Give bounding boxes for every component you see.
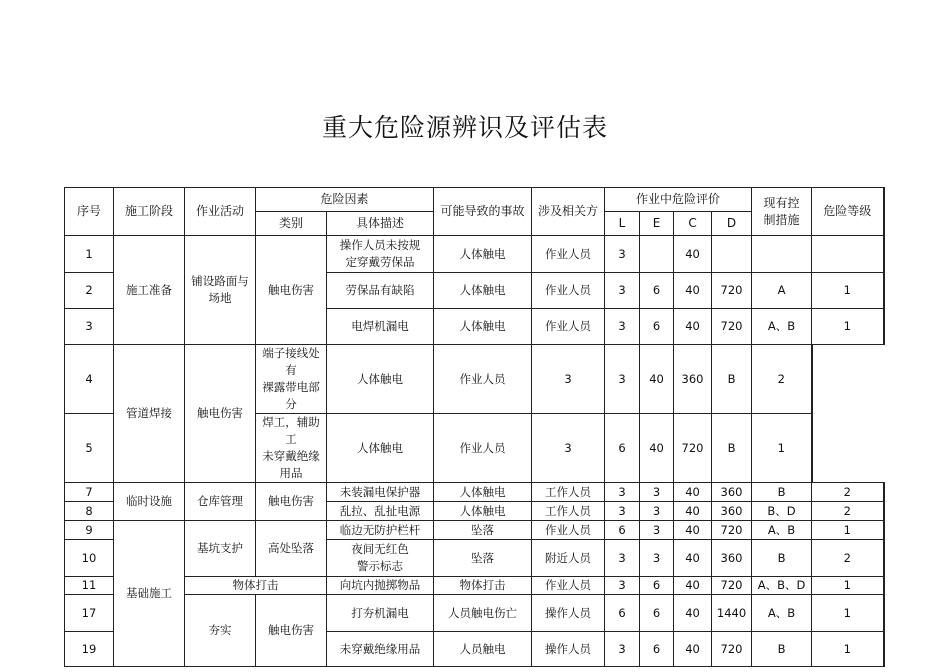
col-header-E: E xyxy=(640,212,674,236)
col-header-activity: 作业活动 xyxy=(185,188,256,236)
col-header-level: 危险等级 xyxy=(812,188,884,236)
cell-measure: B xyxy=(752,632,812,667)
cell-description: 未穿戴绝缘用品 xyxy=(327,632,434,667)
cell-D: 720 xyxy=(712,521,752,540)
col-header-hazard-factors: 危险因素 xyxy=(256,188,434,212)
col-header-seq: 序号 xyxy=(65,188,114,236)
cell-involved: 作业人员 xyxy=(532,236,605,273)
cell-accident: 人员触电 xyxy=(434,632,532,667)
col-header-D: D xyxy=(712,212,752,236)
cell-description: 电焊机漏电 xyxy=(327,309,434,345)
table-row xyxy=(65,345,884,414)
cell-C: 40 xyxy=(674,236,712,273)
cell-C: 40 xyxy=(674,502,712,521)
cell-involved: 操作人员 xyxy=(532,595,605,632)
cell-seq: 8 xyxy=(65,502,114,521)
cell-level: 2 xyxy=(812,540,884,577)
cell-description: 未装漏电保护器 xyxy=(327,483,434,502)
col-header-evaluation: 作业中危险评价 xyxy=(605,188,752,212)
cell-involved: 作业人员 xyxy=(434,345,532,414)
col-header-measures: 现有控 制措施 xyxy=(752,188,812,236)
cell-E xyxy=(640,236,674,273)
cell-involved: 工作人员 xyxy=(532,502,605,521)
cell-category: 触电伤害 xyxy=(185,345,256,483)
col-header-description: 具体描述 xyxy=(327,212,434,236)
cell-C: 40 xyxy=(674,273,712,309)
cell-C: 40 xyxy=(674,483,712,502)
cell-measure: A xyxy=(752,273,812,309)
cell-description: 夜间无红色 警示标志 xyxy=(327,540,434,577)
cell-involved: 作业人员 xyxy=(532,577,605,595)
cell-activity: 铺设路面与 场地 xyxy=(185,236,256,345)
cell-L: 3 xyxy=(532,345,605,414)
cell-seq: 11 xyxy=(65,577,114,595)
cell-stage: 施工准备 xyxy=(114,236,185,345)
cell-accident: 人体触电 xyxy=(327,414,434,483)
page-title: 重大危险源辨识及评估表 xyxy=(321,113,608,142)
cell-level: 2 xyxy=(812,483,884,502)
cell-E: 3 xyxy=(640,521,674,540)
cell-involved: 操作人员 xyxy=(532,632,605,667)
cell-C: 40 xyxy=(674,632,712,667)
cell-seq: 4 xyxy=(65,345,114,414)
cell-seq: 5 xyxy=(65,414,114,483)
cell-accident: 坠落 xyxy=(434,521,532,540)
cell-category: 高处坠落 xyxy=(256,521,327,577)
cell-description: 操作人员未按规 定穿戴劳保品 xyxy=(327,236,434,273)
cell-E: 6 xyxy=(640,273,674,309)
cell-accident: 人体触电 xyxy=(434,483,532,502)
cell-C: 40 xyxy=(640,345,674,414)
cell-level: 1 xyxy=(812,577,884,595)
cell-accident: 人体触电 xyxy=(327,345,434,414)
cell-description: 焊工，辅助工 未穿戴绝缘用品 xyxy=(256,414,327,483)
cell-measure: B xyxy=(712,414,752,483)
cell-E: 6 xyxy=(605,414,640,483)
cell-description: 打夯机漏电 xyxy=(327,595,434,632)
cell-D: 720 xyxy=(712,577,752,595)
table-row xyxy=(65,236,884,273)
table-row xyxy=(65,595,884,632)
cell-description: 端子接线处有 裸露带电部分 xyxy=(256,345,327,414)
cell-L: 3 xyxy=(605,632,640,667)
cell-category: 触电伤害 xyxy=(256,595,327,667)
cell-category: 触电伤害 xyxy=(256,483,327,521)
cell-involved: 作业人员 xyxy=(532,309,605,345)
cell-activity: 基坑支护 xyxy=(185,521,256,577)
cell-E: 6 xyxy=(640,595,674,632)
cell-L: 3 xyxy=(605,577,640,595)
cell-involved: 作业人员 xyxy=(434,414,532,483)
cell-L: 6 xyxy=(605,595,640,632)
cell-C: 40 xyxy=(674,521,712,540)
cell-D: 360 xyxy=(712,502,752,521)
table-row xyxy=(65,577,884,595)
cell-E: 6 xyxy=(640,577,674,595)
cell-involved: 工作人员 xyxy=(532,483,605,502)
cell-activity: 仓库管理 xyxy=(185,483,256,521)
cell-category: 触电伤害 xyxy=(256,236,327,345)
cell-L: 3 xyxy=(532,414,605,483)
cell-level: 1 xyxy=(812,309,884,345)
cell-E: 3 xyxy=(640,540,674,577)
cell-description: 劳保品有缺陷 xyxy=(327,273,434,309)
cell-seq: 7 xyxy=(65,483,114,502)
cell-C: 40 xyxy=(674,309,712,345)
cell-E: 6 xyxy=(640,309,674,345)
cell-L: 3 xyxy=(605,273,640,309)
cell-measure: B、D xyxy=(752,502,812,521)
cell-E: 3 xyxy=(640,502,674,521)
cell-D: 360 xyxy=(712,483,752,502)
cell-measure: A、B、D xyxy=(752,577,812,595)
cell-E: 3 xyxy=(640,483,674,502)
cell-measure xyxy=(752,236,812,273)
cell-measure: A、B xyxy=(752,595,812,632)
cell-D: 720 xyxy=(712,632,752,667)
col-header-accident: 可能导致的事故 xyxy=(434,188,532,236)
cell-level xyxy=(812,236,884,273)
table-header-row xyxy=(65,188,884,212)
cell-accident: 人体触电 xyxy=(434,236,532,273)
hazard-table xyxy=(64,187,885,667)
cell-L: 3 xyxy=(605,483,640,502)
cell-seq: 9 xyxy=(65,521,114,540)
cell-activity: 夯实 xyxy=(185,595,256,667)
cell-L: 3 xyxy=(605,236,640,273)
cell-seq: 19 xyxy=(65,632,114,667)
cell-D xyxy=(712,236,752,273)
cell-seq: 10 xyxy=(65,540,114,577)
cell-seq: 2 xyxy=(65,273,114,309)
col-header-involved: 涉及相关方 xyxy=(532,188,605,236)
cell-L: 3 xyxy=(605,502,640,521)
cell-accident: 人体触电 xyxy=(434,273,532,309)
cell-level: 1 xyxy=(812,595,884,632)
cell-description: 向坑内抛掷物品 xyxy=(327,577,434,595)
cell-seq: 1 xyxy=(65,236,114,273)
cell-D: 720 xyxy=(712,273,752,309)
table-row xyxy=(65,483,884,502)
col-header-L: L xyxy=(605,212,640,236)
cell-accident: 人员触电伤亡 xyxy=(434,595,532,632)
cell-level: 1 xyxy=(812,273,884,309)
cell-L: 3 xyxy=(605,309,640,345)
cell-involved: 附近人员 xyxy=(532,540,605,577)
cell-activity: 管道焊接 xyxy=(114,345,185,483)
cell-stage: 临时设施 xyxy=(114,483,185,521)
cell-measure: A、B xyxy=(752,309,812,345)
cell-stage: 基础施工 xyxy=(114,521,185,667)
cell-activity: 物体打击 xyxy=(185,577,327,595)
cell-level: 2 xyxy=(752,345,812,414)
cell-L: 3 xyxy=(605,540,640,577)
cell-level: 1 xyxy=(812,632,884,667)
cell-E: 6 xyxy=(640,632,674,667)
cell-C: 40 xyxy=(674,577,712,595)
cell-level: 2 xyxy=(812,502,884,521)
col-header-stage: 施工阶段 xyxy=(114,188,185,236)
cell-D: 1440 xyxy=(712,595,752,632)
cell-seq: 3 xyxy=(65,309,114,345)
cell-D: 360 xyxy=(712,540,752,577)
cell-accident: 人体触电 xyxy=(434,502,532,521)
cell-seq: 17 xyxy=(65,595,114,632)
cell-measure: A、B xyxy=(752,521,812,540)
cell-D: 720 xyxy=(712,309,752,345)
cell-involved: 作业人员 xyxy=(532,273,605,309)
cell-involved: 作业人员 xyxy=(532,521,605,540)
col-header-category: 类别 xyxy=(256,212,327,236)
cell-C: 40 xyxy=(674,595,712,632)
cell-measure: B xyxy=(752,540,812,577)
cell-C: 40 xyxy=(640,414,674,483)
cell-description: 乱拉、乱扯电源 xyxy=(327,502,434,521)
col-header-C: C xyxy=(674,212,712,236)
cell-D: 360 xyxy=(674,345,712,414)
cell-D: 720 xyxy=(674,414,712,483)
cell-accident: 物体打击 xyxy=(434,577,532,595)
cell-E: 3 xyxy=(605,345,640,414)
cell-description: 临边无防护栏杆 xyxy=(327,521,434,540)
table-row xyxy=(65,521,884,540)
cell-C: 40 xyxy=(674,540,712,577)
cell-measure: B xyxy=(752,483,812,502)
cell-level: 1 xyxy=(812,521,884,540)
cell-L: 6 xyxy=(605,521,640,540)
cell-accident: 人体触电 xyxy=(434,309,532,345)
cell-measure: B xyxy=(712,345,752,414)
cell-level: 1 xyxy=(752,414,812,483)
cell-accident: 坠落 xyxy=(434,540,532,577)
